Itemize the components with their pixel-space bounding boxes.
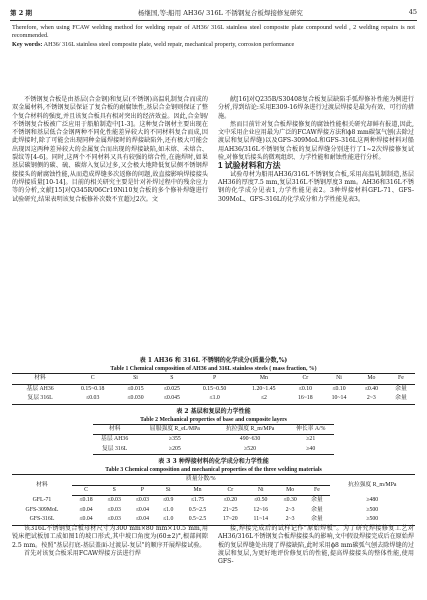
table-cell: ≥205 xyxy=(137,445,213,455)
table-cell: 490~630 xyxy=(239,436,261,442)
table-cell: ≤0.04 xyxy=(72,515,100,525)
table-cell: 余量 xyxy=(395,385,407,392)
table-2-header: 抗拉强度 R_m/MPa xyxy=(213,424,287,435)
table-2-header: 材料 xyxy=(93,424,137,435)
table-cell: 0.15~0.18 xyxy=(80,385,105,392)
keywords-line xyxy=(12,41,415,49)
table-3-header: 抗拉强度 R_m/MPa xyxy=(330,475,415,496)
table-cell: ≤0.50 xyxy=(254,497,268,503)
bottom-left-column xyxy=(12,525,208,558)
table-cell: ≤0.025 xyxy=(163,385,180,392)
table-cell: 0.5~2.5 xyxy=(188,506,207,513)
table-cell: ≥40 xyxy=(287,445,334,455)
table-2-caption-en: Table 2 Mechanical properties of base and composite layers xyxy=(140,416,287,423)
table-cell: 12~16 xyxy=(253,506,269,513)
table-row xyxy=(12,384,415,394)
table-cell: 余量 xyxy=(387,394,415,404)
table-1-header: Cr xyxy=(289,374,323,385)
table-cell: ≤1.75 xyxy=(190,497,205,503)
table-cell: ≤0.04 xyxy=(79,506,93,513)
table-1-header: Mn xyxy=(239,374,288,385)
table-cell: 基层 AH36 xyxy=(101,436,129,442)
table-cell: ≤0.015 xyxy=(127,385,144,392)
table-cell: ≤1.0 xyxy=(156,515,179,525)
page-number: 45 xyxy=(408,8,417,16)
table-1-header: Ni xyxy=(322,374,356,385)
table-cell: 1.20~1.45 xyxy=(252,385,276,392)
table-3-block xyxy=(12,458,415,526)
keywords-text: AH36/ 316L stainless steel composite plate, weld repair, mechanical property, corrosion performance xyxy=(43,40,295,48)
table-2-header: 伸长率 A/% xyxy=(287,424,334,435)
issue-number: 第 2 期 xyxy=(10,8,33,17)
table-2-header: 屈服强度 R_eL/MPa xyxy=(137,424,213,435)
table-1-header: C xyxy=(68,374,117,385)
table-cell: ≤0.18 xyxy=(79,497,93,503)
table-cell: ≤0.04 xyxy=(128,515,156,525)
research-paragraph: 然而目前针对复合板焊接修复的腐蚀性能相关研究却鲜有报道,因此,文中采用企业应用最为广泛的FCAW焊接方法和ϕ8 mm碳氢气刨(去除过渡层和复层焊缝)以及GFS-309MoL和GFS-316L这两种焊接材料对船用AH36/316L不锈钢复合板的复层焊缝分别进行了1~2次焊接修复试验,对修复后接头的微观组织、力学性能和耐蚀性能进行分析。 xyxy=(218,120,414,162)
right-column xyxy=(218,96,414,204)
table-cell: ≤0.03 xyxy=(135,497,150,503)
tables-area xyxy=(12,357,415,529)
table-row xyxy=(93,435,335,445)
table-3 xyxy=(12,474,415,526)
table-3-header: Ni xyxy=(246,485,276,496)
table-cell: 17~20 xyxy=(215,515,245,525)
table-cell: ≤0.030 xyxy=(117,394,153,404)
table-cell: ≤0.03 xyxy=(68,394,117,404)
table-cell: 21~25 xyxy=(222,506,238,513)
table-cell: 复层 316L xyxy=(93,445,137,455)
table-3-header: Si xyxy=(156,485,179,496)
table-cell: GFL-71 xyxy=(32,496,52,503)
table-cell: ≥500 xyxy=(330,515,415,525)
table-cell: ≤0.9 xyxy=(162,497,174,503)
table-3-caption-en: Table 3 Chemical composition and mechanical properties of the three welding materials xyxy=(105,467,322,473)
table-cell: 2~3 xyxy=(276,515,304,525)
left-column xyxy=(12,96,208,204)
header-rule xyxy=(10,20,417,21)
table-3-caption-cn: 表 3 3 种焊接材料的化学成分和力学性能 xyxy=(158,458,269,465)
bottom-text-area xyxy=(12,525,415,597)
table-cell: 基层 AH36 xyxy=(26,385,54,392)
table-1-caption-en: Table 1 Chemical composition of AH36 and 316L stainless steels ( mass fraction, %) xyxy=(110,366,317,372)
intro-paragraph: 不锈钢复合板是由基层(合金钢)和复层(不锈钢)高温轧制复合而成的双金属材料,不锈钢复层保证了复合板的耐腐蚀性,基层合金钢则保证了整个复合材料的强度,并且该复合板具有相对突出的经济效益。因此,合金钢/不锈钢复合板被广泛应用于船舶制造中[1-3]。这种复合钢材主要出现在不锈钢和基层低合金钢两种不同化性能差异较大的不同材料复合而成,因此焊接时,除了可能会出现同种金属焊接时的焊接缺陷外,还有极大可能会出现因这两种差异较大的金属复合而出现的焊接缺陷,如未熔、未熔合、裂纹等[4-6]。同时,这两个不同材料又具有较强的熔合性,在施焊时,如果基层碳钢侧的碳、硫、碳熔入复层过多,又会极大地降低复层侧不锈钢焊接接头的耐腐蚀性能,从而造成焊缝多次返修的问题,故直接影响焊接接头的焊接质量[10-14]。目前的相关研究主要是针对补焊过程中的残余应力等的分析,文献[15]对Q345R/06Cr19Ni10复合板的多个修补焊缝进行试验研究,结果表明该复合板修补次数不宜超过2次。文 xyxy=(12,96,208,203)
section-heading: 1 试验材料和方法 xyxy=(218,161,281,171)
table-1-header: Mo xyxy=(356,374,387,385)
table-cell: ≤0.03 xyxy=(107,497,121,503)
table-2-block xyxy=(12,408,415,456)
table-3-header: S xyxy=(100,485,128,496)
repair-paragraph: 接,焊接完成后的试样记作"原始焊板"。为了研究焊接修复工艺对AH36/316L不锈钢复合板焊接接头的影响,文中假设焊接完成后在原始焊板的复层焊缝处出现了焊接缺陷,此时采用ϕ8 mm碳弧气刨去除焊缝的过渡层和复层,为更好地评价修复后的性能,提高焊接接头的整体性能,使用GFS- xyxy=(218,525,414,566)
table-cell: ≤0.40 xyxy=(364,385,379,392)
page-header xyxy=(10,5,417,19)
table-cell: ≥355 xyxy=(168,436,181,442)
table-3-group-header: 质量分数/% xyxy=(72,475,330,486)
table-cell: ≤0.10 xyxy=(332,385,346,392)
table-cell: 11~14 xyxy=(246,515,276,525)
table-cell: ≤0.04 xyxy=(135,506,150,513)
table-1-header: Fe xyxy=(387,374,415,385)
table-cell: ≤1.0 xyxy=(162,506,174,513)
table-cell: 余量 xyxy=(304,515,329,525)
table-cell: ≤0.20 xyxy=(223,497,237,503)
table-cell: 16~18 xyxy=(289,394,323,404)
table-1-block xyxy=(12,357,415,405)
table-2 xyxy=(93,424,335,456)
table-cell: ≤0.10 xyxy=(298,385,312,392)
table-cell: 余量 xyxy=(311,506,323,513)
table-3-header: C xyxy=(72,485,100,496)
table-cell: 2~3 xyxy=(285,506,295,513)
table-cell: ≤2 xyxy=(239,394,288,404)
table-cell: ≥500 xyxy=(366,506,379,513)
table-cell: 0.5~2.5 xyxy=(180,515,215,525)
table-1-caption-cn: 表 1 AH36 和 316L 不锈钢的化学成分(质量分数,%) xyxy=(139,357,288,364)
abstract-text: Therefore, when using FCAW welding method for welding repair of AH36/ 316L stainless steel composite plate compound weld , 2 welding repairs is not recommended. xyxy=(12,24,415,40)
running-title: 杨继国,等:船用 AH36/ 316L 不锈钢复合板焊接修复研究 xyxy=(137,8,303,17)
table-2-caption-cn: 表 2 基层和复层的力学性能 xyxy=(176,407,251,415)
table-cell: 余量 xyxy=(311,497,323,503)
table-cell: ≤0.03 xyxy=(100,515,128,525)
table-1-header: S xyxy=(154,374,190,385)
table-cell: ≥520 xyxy=(213,445,287,455)
table-row xyxy=(12,394,415,404)
table-row xyxy=(12,506,415,516)
table-cell: ≤0.30 xyxy=(283,497,297,503)
table-cell: ≤0.045 xyxy=(154,394,190,404)
table-cell: ≤0.03 xyxy=(107,506,121,513)
materials-paragraph: 试验母材为船用AH36/316L不锈钢复合板,采用高温轧制制造,基层AH36的厚度7.5 mm,复层316L不锈钢厚度3 mm。AH36和316L不锈钢的化学成分见表1,力学性能见表2。3种焊接材料GFL-71、GFS-309MoL、GFS-316L的化学成分和力学性能见表3。 xyxy=(218,170,414,203)
table-row xyxy=(93,445,335,455)
table-cell: 2~3 xyxy=(356,394,387,404)
english-abstract xyxy=(12,24,415,49)
table-1-header: 材料 xyxy=(12,374,68,385)
specimen-paragraph: 该316L不锈钢复合板母材尺寸为300 mm×80 mm×10.5 mm,用锐床把试板加工成如图1的坡口形式,其中坡口角度为(60±2)°,根部间隙2.5 mm。按照"基层打底-基层盖面-过渡层-复层"的顺序开展焊接试验。 xyxy=(12,525,208,549)
table-cell: 0.15~0.50 xyxy=(202,385,227,392)
table-3-header: 材料 xyxy=(12,475,72,496)
table-1-header: P xyxy=(190,374,239,385)
table-cell: GFS-309MoL xyxy=(25,506,59,513)
table-row xyxy=(12,496,415,506)
table-row xyxy=(12,515,415,525)
welding-paragraph: 首先对该复合板采用FCAW焊接方法进行焊 xyxy=(24,549,141,557)
keywords-label: Key words: xyxy=(12,40,43,48)
table-3-header: Mn xyxy=(180,485,215,496)
citation-paragraph: 献[16]对Q235B/S30408复合板复层缺陷手弧焊修补性能为例进行分析,得到结论:采用E309-16焊条进行过渡层焊接是最为有效、可行的措施。 xyxy=(218,96,414,120)
table-cell: ≥21 xyxy=(306,436,316,442)
table-1 xyxy=(12,373,415,405)
table-3-header: Mo xyxy=(276,485,304,496)
table-cell: 复层 316L xyxy=(12,394,68,404)
table-1-header: Si xyxy=(117,374,153,385)
table-cell: ≤1.0 xyxy=(190,394,239,404)
table-3-header: Cr xyxy=(215,485,245,496)
table-3-header: Fe xyxy=(304,485,329,496)
table-cell: 10~14 xyxy=(322,394,356,404)
table-3-header: P xyxy=(128,485,156,496)
table-cell: ≥480 xyxy=(366,496,379,503)
bottom-right-column xyxy=(218,525,414,566)
table-cell: GFS-316L xyxy=(12,515,72,525)
